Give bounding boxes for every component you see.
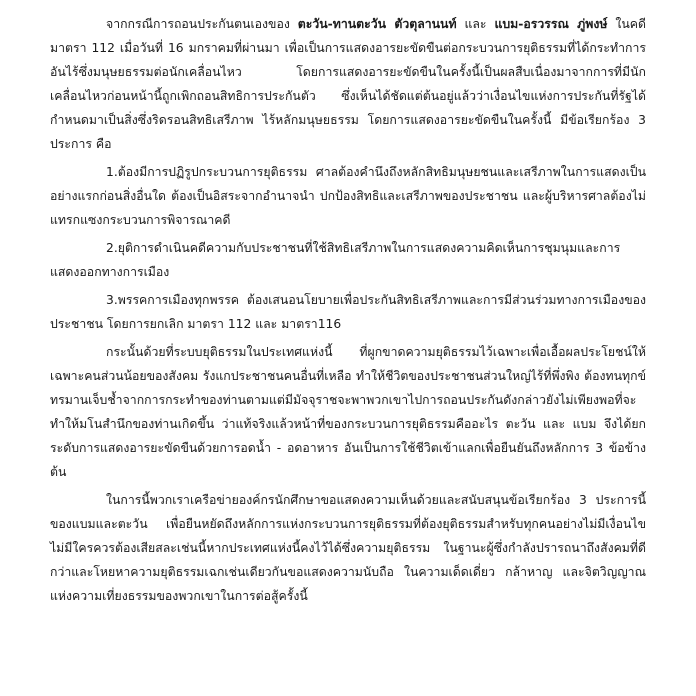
intro-paragraph [50, 12, 646, 156]
justice-system-paragraph: กระนั้นด้วยที่ระบบยุติธรรมในประเทศแห่งนี้ ที่ผูกขาดความยุติธรรมไว้เฉพาะเพื่อเอื้อผลประโยชน์ให้เฉพาะคนส่วนน้อยของสังคม รังแกประชาชนคนอื่นที่เหลือ ทำให้ชีวิตของประชาชนส่วนใหญ่ไร้ที่พึ่งพิง ต้องทนทุกข์ทรมานเจ็บช้ำจากการกระทำของท่านตามแต่มีมัจจุราชจะพาพวกเขาไปการถอนประกันดังกล่าวยังไม่เพียงพอที่จะทำให้มโนสำนึกของท่านเกิดขึ้น ว่าแท้จริงแล้วหน้าที่ของกระบวนการยุติธรรมคืออะไร ตะวัน และ แบม จึงได้ยกระดับการแสดงอารยะขัดขืนด้วยการอดน้ำ - อดอาหาร อันเป็นการใช้ชีวิตเข้าแลกเพื่อยืนยันถึงหลักการ 3 ข้อข้างต้น [50, 345, 646, 479]
demand-2: 2.ยุติการดำเนินคดีความกับประชาชนที่ใช้สิทธิเสรีภาพในการแสดงความคิดเห็นการชุมนุมและการแสดงออกทางการเมือง [50, 241, 621, 279]
activist-name-tawan: ตะวัน-ทานตะวัน ตัวตุลานนท์ [297, 17, 457, 31]
intro-text-pre: จากกรณีการถอนประกันตนเองของ [106, 17, 298, 31]
activist-name-bam: แบม-อรวรรณ ภู่พงษ์ [494, 17, 608, 31]
student-network-support-paragraph: ในการนี้พวกเราเครือข่ายองค์กรนักศึกษาขอแสดงความเห็นด้วยและสนับสนุนข้อเรียกร้อง 3 ประการนี้ของแบมและตะวัน เพื่อยืนหยัดถึงหลักการแห่งกระบวนการยุติธรรมที่ต้องยุติธรรมสำหรับทุกคนอย่างไม่มีเงื่อนไข ไม่มีใครควรต้องเสียสละเช่นนี้หากประเทศแห่งนี้คงไว้ได้ซึ่งความยุติธรรม ในฐานะผู้ซึ่งกำลังปรารถนาถึงสังคมที่ดีกว่าและโหยหาความยุติธรรมเฉกเช่นเดียวกันขอแสดงความนับถือ ในความเด็ดเดี่ยว กล้าหาญ และจิตวิญญาณแห่งความเที่ยงธรรมของพวกเขาในการต่อสู้ครั้งนี้ [50, 493, 646, 603]
demand-3: 3.พรรคการเมืองทุกพรรค ต้องเสนอนโยบายเพื่อประกันสิทธิเสรีภาพและการมีส่วนร่วมทางการเมืองของประชาชน โดยการยกเลิก มาตรา 112 และ มาตรา116 [50, 293, 646, 331]
demand-1: 1.ต้องมีการปฏิรูปกระบวนการยุติธรรม ศาลต้องคำนึงถึงหลักสิทธิมนุษยชนและเสรีภาพในการแสดงเป็นอย่างแรกก่อนสิ่งอื่นใด ต้องเป็นอิสระจากอำนาจนำ ปกป้องสิทธิและเสรีภาพของประชาชน และผู้บริหารศาลต้องไม่แทรกแซงกระบวนการพิจารณาคดี [50, 165, 646, 227]
intro-text-post: ในคดี มาตรา 112 เมื่อวันที่ 16 มกราคมที่ผ่านมา เพื่อเป็นการแสดงอารยะขัดขืนต่อกระบวนการยุติธรรมที่ได้กระทำการอันไร้ซึ่งมนุษยธรรมต่อนักเคลื่อนไหว โดยการแสดงอารยะขัดขืนในครั้งนี้เป็นผลสืบเนื่องมาจากการที่มีนักเคลื่อนไหวก่อนหน้านี้ถูกเพิกถอนสิทธิการประกันตัว ซึ่งเห็นได้ชัดแต่ต้นอยู่แล้วว่าเงื่อนไขแห่งการประกันที่รัฐได้กำหนดมาเป็นสิ่งซึ่งริดรอนสิทธิเสรีภาพ ไร้หลักมนุษยธรรม โดยการแสดงอารยะขัดขืนในครั้งนี้ มีข้อเรียกร้อง 3 ประการ คือ [50, 17, 646, 151]
intro-text-mid: และ [456, 17, 495, 31]
